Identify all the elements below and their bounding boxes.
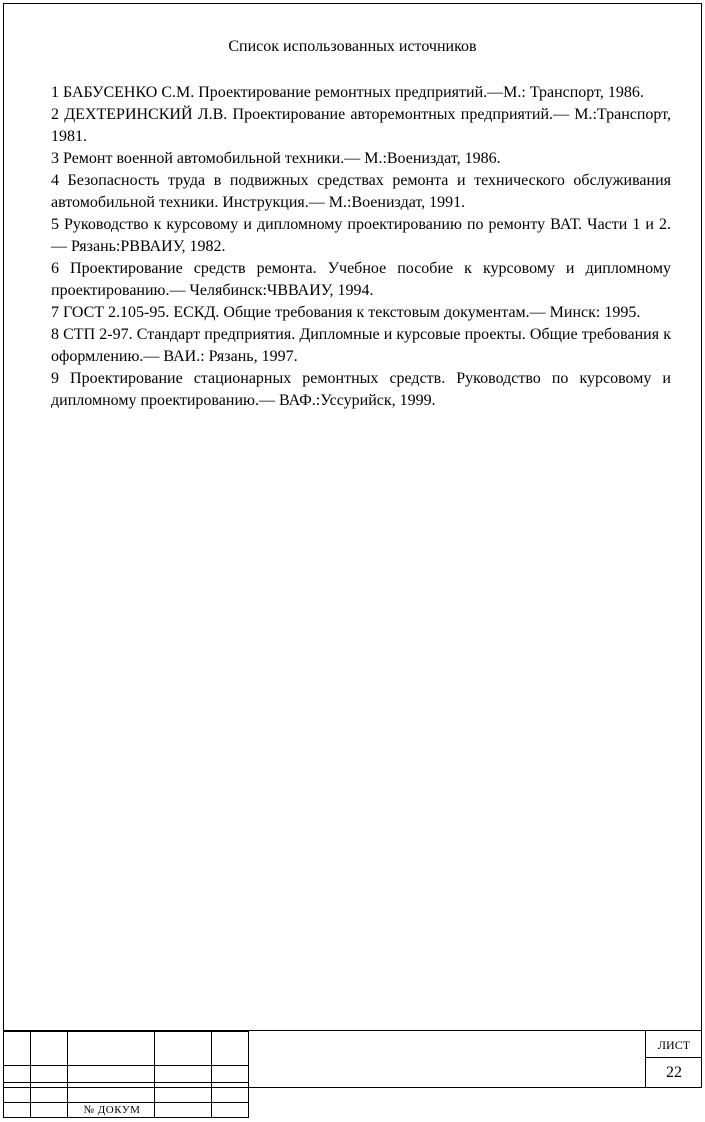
reference-item-1: 1 БАБУСЕНКО С.М. Проектирование ремонтных предприятий.—М.: Транспорт, 1986. xyxy=(51,84,644,101)
page-title: Список использованных источников xyxy=(228,38,477,55)
title-block-grid xyxy=(3,1030,249,1118)
reference-item-2: 2 ДЕХТЕРИНСКИЙ Л.В. Проектирование авторемонтных предприятий.— М.:Транспорт, 1981. xyxy=(51,106,671,145)
sheet-number-box xyxy=(645,1030,702,1088)
reference-item-5: 5 Руководство к курсовому и дипломному проектированию по ремонту ВАТ. Части 1 и 2.— Рязань:РВВАИУ, 1982. xyxy=(51,216,671,255)
sheet-number: 22 xyxy=(666,1064,682,1081)
reference-item-3: 3 Ремонт военной автомобильной техники.— М.:Воениздат, 1986. xyxy=(51,150,501,167)
sheet-label: ЛИСТ xyxy=(657,1038,691,1052)
document-number-label: № ДОКУМ xyxy=(83,1104,141,1116)
grid-column-line xyxy=(211,1032,212,1117)
grid-row-line xyxy=(4,1082,248,1083)
reference-item-8: 8 СТП 2-97. Стандарт предприятия. Дипломные и курсовые проекты. Общие требования к оформлению.— ВАИ.: Рязань, 1997. xyxy=(51,326,671,365)
reference-item-7: 7 ГОСТ 2.105-95. ЕСКД. Общие требования к текстовым документам.— Минск: 1995. xyxy=(51,304,641,321)
grid-row-line xyxy=(4,1065,248,1066)
title-block-middle xyxy=(248,1030,646,1088)
grid-column-line xyxy=(30,1032,31,1117)
reference-list xyxy=(51,82,671,412)
reference-item-4: 4 Безопасность труда в подвижных средствах ремонта и технического обслуживания автомобильной техники. Инструкция.— М.:Воениздат, 1991. xyxy=(51,172,671,211)
reference-item-6: 6 Проектирование средств ремонта. Учебное пособие к курсовому и дипломному проектированию.— Челябинск:ЧВВАИУ, 1994. xyxy=(51,260,671,299)
reference-item-9: 9 Проектирование стационарных ремонтных средств. Руководство по курсовому и дипломному проектированию.— ВАФ.:Уссурийск, 1999. xyxy=(51,370,671,409)
sheet-divider xyxy=(646,1057,702,1058)
grid-row-line xyxy=(4,1102,248,1103)
